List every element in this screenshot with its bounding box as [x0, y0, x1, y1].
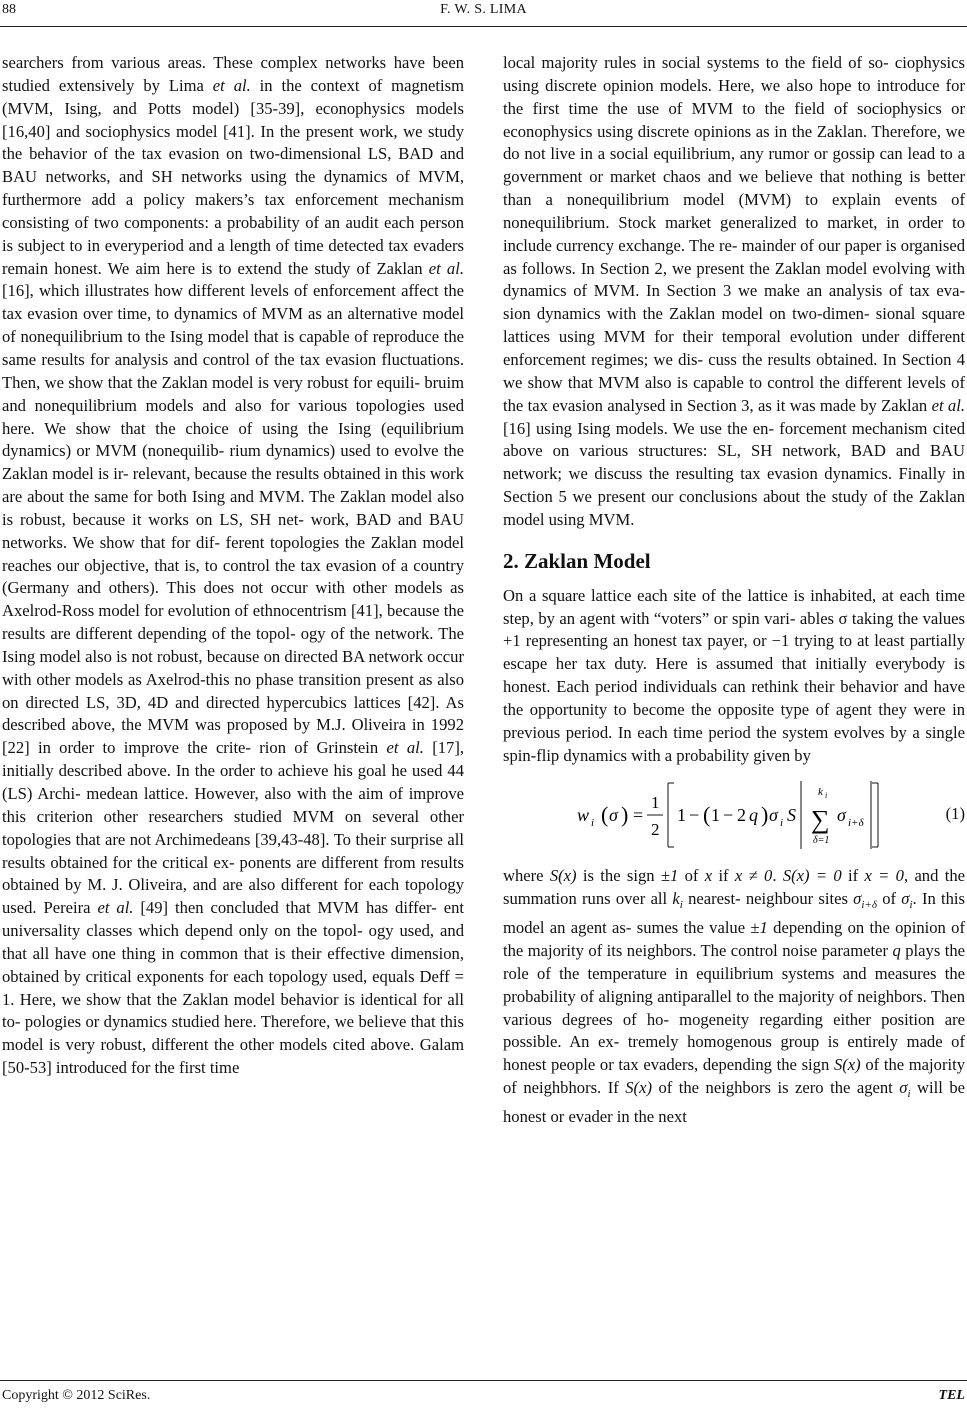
left-column — [2, 52, 464, 1080]
eq-rparen2: ) — [761, 802, 769, 828]
equation-graphic — [503, 773, 965, 857]
eq-sigma: σ — [609, 805, 618, 826]
eq-sigma-i-sub: i — [780, 817, 784, 830]
eq-sigma-i: σ — [769, 805, 778, 826]
eq-sum-upper-sub: i — [825, 791, 828, 801]
copyright-notice: Copyright © 2012 SciRes. — [2, 1388, 151, 1403]
running-head-author: F. W. S. LIMA — [440, 2, 527, 17]
where-paragraph: where S(x) is the sign ±1 of x if x ≠ 0. S(x) = 0 if x = 0, and the summation runs over all $k_i$ nearest- neighbour sites $\sigma_{i+\delta}$ of $\sigma_i$. In this model an agent as- sumes the value ±1 depending on the opinion of the majority of its neighbors. The control noise parameter q plays the role of the temperature in equilibrium systems and measures the probability of aligning antiparallel to the majority of neighbors. Then various degrees of ho- mogeneity regarding either position are possible. An ex- tremely homogenous group is entirely made of honest people or tax evaders, depending the sign S(x) of the majority of neighbhors. If S(x) of the neighbors is zero the agent $\sigma_i$ will be honest or evader in the next — [503, 866, 966, 1126]
intro-paragraph — [503, 52, 965, 532]
math-Sx-eq-0: S(x) = 0 — [782, 866, 842, 886]
math-sigma-agent-sub: i — [907, 1088, 911, 1101]
eq-rparen: ) — [621, 802, 629, 828]
page-footer — [0, 1388, 967, 1412]
math-q: q — [892, 941, 901, 960]
math-Sx-b: S(x) — [833, 1055, 861, 1075]
text-run: [16], which illustrates how different levels of enforcement affect the tax evasion over time, to dynamics of MVM as an alternative model of nonequilibrium to the Ising model that is capable of reproduce the same results for analysis and control of the tax evasion fluctuations. Then, we show that the Zaklan model is very robust for equili- bruim and nonequilibrium models and also for various topologies used here. We show that the choice of using the Ising (equilibrium dynamics) or MVM (nonequilib- rium dynamics) used to evolve the Zaklan model is ir- relevant, because the results obtained in this work are about the same for both Ising and MVM. The Zaklan model also is robust, because it works on LS, SH net- work, BAD and BAU networks. We show that for dif- ferent topologies the Zaklan model reaches our objective, that is, to control the tax evasion of a country (Germany and others). This does not occur with other models as Axelrod-Ross model for evolution of ethnocentrism [41], because the results are different depending of the topol- ogy of the network. The Ising model also is not robust, because on directed BA network occur with other models as Axelrod-this no phase transition present as also on directed LS, 3D, 4D and directed hypercubics lattices [42]. As described above, the MVM was proposed by M.J. Oliveira in 1992 [22] in order to improve the crite- rion of Grinstein — [2, 281, 464, 758]
italic-et-al: et al. — [97, 898, 134, 918]
math-pm1-b: ±1 — [750, 918, 768, 938]
text-run: [17], initially described above. In the order to achieve his goal he used 44 (LS) Archi- medean lattice. However, also with the aim of improve this criterion other researchers studied MVM on several other topologies that are not Archimedeans [39,43-48]. To their surprise all results obtained for the critical ex- ponents are different from results obtained by M. J. Oliveira, and are also different for each topology used. Pereira — [2, 738, 465, 918]
text-run: in the context of magnetism (MVM, Ising, and Potts model) [35-39], econophysics models [16,40] and sociophysics model [41]. In the present work, we study the behavior of the tax evasion on two-dimensional LS, BAD and BAU networks, and SH networks using the dynamics of MVM, furthermore add a policy makers’s tax enforcement mechanism consisting of two components: a probability of an audit each person is subject to in everyperiod and a length of time detected tax evaders remain honest. We aim here is to extend the study of Zaklan — [2, 75, 464, 278]
text-run: searchers from various areas. These complex networks have been studied extensively by Lima — [2, 53, 464, 95]
eq-frac-den: 2 — [651, 820, 660, 840]
italic-et-al: et al. — [931, 395, 965, 415]
eq-q: q — [749, 805, 758, 826]
math-sigma-agent: σ — [899, 1078, 908, 1098]
eq-sigma-id-sub: i+δ — [848, 817, 864, 830]
math-sigma-sub: i+δ — [861, 899, 877, 912]
eq-frac-num: 1 — [651, 793, 660, 813]
eq-w: w — [577, 805, 590, 826]
text-run: local majority rules in social systems to the field of so- ciophysics using discrete opinion models. Here, we also hope to introduce for the first time the use of MVM to the field of sociophysics or econophysics using discrete opinions as in the Zaklan. Therefore, we do not live in a social equilibrium, any rumor or gossip can lead to a government or market chaos and we believe that nothing is better than a nonequilibrium model (MVM) to explain events of nonequilibrium. Stock market generalized to market, in order to include currency exchange. The re- mainder of our paper is organised as follows. In Section 2, we present the Zaklan model evolving with dynamics of MVM. In Section 3 we make an analysis of tax eva- sion dynamics with the Zaklan model on two-dimen- sional square lattices using MVM for their temporal evolution under different enforcement regimes; we dis- cuss the results obtained. In Section 4 we show that MVM also is capable to control the different levels of the tax evasion analysed in Section 3, as it was made by Zaklan — [503, 53, 965, 415]
section-heading: 2. Zaklan Model — [503, 548, 651, 573]
eq-S: S — [787, 805, 796, 826]
page-number: 88 — [2, 2, 16, 17]
text-run: [49] then concluded that MVM has differ- ent universality classes which depend only on the topol- ogy used, and that all have one thing in common that is their effective dimension, obtained by critical exponents for each topology used, equals Deff = 1. Here, we show that the Zaklan model behavior is identical for all to- pologies or dynamics studied here. Therefore, we believe that this model is very robust, different the other models cited above. Galam [50-53] introduced for the first time — [2, 898, 464, 1078]
equation-1 — [503, 773, 965, 857]
eq-lparen2: ( — [703, 802, 711, 828]
footer-rule — [0, 1380, 967, 1381]
italic-et-al: et al. — [428, 258, 464, 278]
text-run: [16] using Ising models. We use the en- forcement mechanism cited above on various structures: SL, SH network, BAD and BAU network; we discuss the resulting tax evasion dynamics. Finally in Section 5 we present our conclusions about the study of the Zaklan model using MVM. — [503, 418, 965, 529]
eq-minus: − — [689, 805, 700, 826]
math-x-eq-0: x = 0 — [864, 866, 904, 886]
math-x-neq-0: x ≠ 0 — [734, 866, 773, 886]
math-x: x — [704, 866, 713, 886]
math-Sx-c: S(x) — [625, 1078, 652, 1098]
math-pm1: ±1 — [660, 866, 679, 886]
eq-equals: = — [633, 805, 644, 826]
eq-sum: ∑ — [811, 805, 830, 835]
math-Sx: S(x) — [549, 866, 577, 886]
italic-et-al: et al. — [386, 738, 424, 758]
body-paragraph — [2, 52, 464, 1080]
math-k: k — [672, 889, 680, 909]
header-rule — [0, 26, 967, 27]
eq-one: 1 — [677, 805, 686, 826]
math-sigma-i-sub: i — [909, 899, 913, 912]
eq-sigma-id: σ — [837, 805, 846, 826]
journal-abbrev: TEL — [938, 1388, 965, 1403]
right-column — [503, 52, 965, 1129]
eq-sum-lower: δ=1 — [813, 835, 830, 847]
eq-w-sub: i — [591, 817, 595, 830]
eq-sum-upper: k — [818, 786, 823, 799]
section-paragraph: On a square lattice each site of the lattice is inhabited, at each time step, by an agent with “voters” or spin vari- ables σ taking the values +1 representing an honest tax payer, or −1 trying to at least partially escape her tax duty. Here is assumed that initially everybody is honest. Each period individuals can rethink their behavior and have the opportunity to become the opposite type of agent they were in previous period. In each time period the system evolves by a single spin-flip dynamics with a probability given by — [503, 585, 965, 765]
italic-et-al: et al. — [212, 75, 251, 95]
math-k-sub: i — [679, 899, 683, 912]
math-sigma-i: σ — [901, 889, 910, 909]
eq-two: 2 — [737, 805, 746, 826]
eq-one2: 1 — [711, 805, 720, 826]
math-sigma: σ — [853, 889, 862, 909]
equation-number: (1) — [945, 804, 965, 824]
eq-lparen: ( — [601, 802, 609, 828]
eq-minus2: − — [723, 805, 734, 826]
